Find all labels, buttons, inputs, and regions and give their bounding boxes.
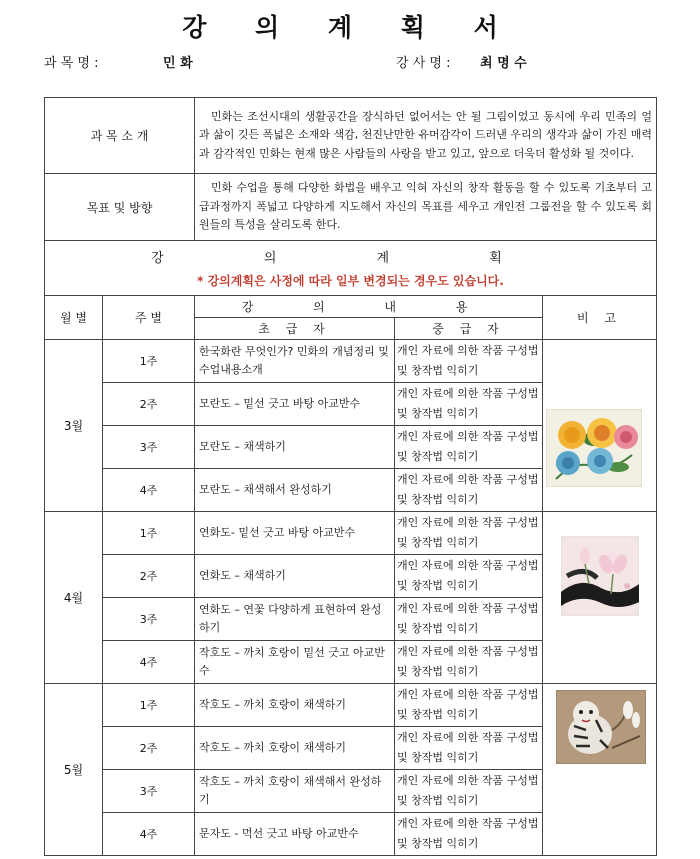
week-cell: 3주 xyxy=(103,770,195,813)
header-intermediate: 중 급 자 xyxy=(395,318,543,340)
instructor-label: 강 사 명 : xyxy=(396,56,451,71)
beginner-content-cell: 작호도 – 까치 호랑이 채색하기 xyxy=(195,684,395,727)
header-month: 월 별 xyxy=(45,296,103,340)
intermediate-content-cell: 개인 자료에 의한 작품 구성법 및 창작법 익히기 xyxy=(395,340,543,383)
notice-text: * 강의계획은 사정에 따라 일부 변경되는 경우도 있습니다. xyxy=(197,274,504,288)
course-label: 과 목 명 : xyxy=(44,56,99,71)
beginner-content-cell: 모란도 – 채색해서 완성하기 xyxy=(195,469,395,512)
week-cell: 3주 xyxy=(103,426,195,469)
course-name: 민 화 xyxy=(163,56,193,71)
instructor-name: 최 명 수 xyxy=(480,56,527,71)
week-cell: 1주 xyxy=(103,512,195,555)
header-remarks: 비 고 xyxy=(543,296,657,340)
goal-text: 민화 수업을 통해 다양한 화법을 배우고 익혀 자신의 창작 활동을 할 수 있도록 기초부터 고급과정까지 폭넓고 다양하게 지도해서 자신의 목표를 세우고 개인전 그룹전을 할 수 있도록 회원들의 특성을 살리도록 한다. xyxy=(195,174,657,241)
week-cell: 2주 xyxy=(103,727,195,770)
document-title: 강 의 계 획 서 xyxy=(182,13,518,42)
beginner-content-cell: 모란도 – 채색하기 xyxy=(195,426,395,469)
beginner-content-cell: 연화도 – 연꽃 다양하게 표현하여 완성하기 xyxy=(195,598,395,641)
intermediate-content-cell: 개인 자료에 의한 작품 구성법 및 창작법 익히기 xyxy=(395,555,543,598)
intermediate-content-cell: 개인 자료에 의한 작품 구성법 및 창작법 익히기 xyxy=(395,598,543,641)
header-content: 강 의 내 용 xyxy=(195,296,543,318)
header-week: 주 별 xyxy=(103,296,195,340)
intermediate-content-cell: 개인 자료에 의한 작품 구성법 및 창작법 익히기 xyxy=(395,684,543,727)
intermediate-content-cell: 개인 자료에 의한 작품 구성법 및 창작법 익히기 xyxy=(395,383,543,426)
month-cell: 3월 xyxy=(45,340,103,512)
beginner-content-cell: 한국화란 무엇인가? 민화의 개념정리 및 수업내용소개 xyxy=(195,340,395,383)
intermediate-content-cell: 개인 자료에 의한 작품 구성법 및 창작법 익히기 xyxy=(395,813,543,856)
schedule-row xyxy=(45,340,657,383)
beginner-content-cell: 모란도 – 밑선 긋고 바탕 아교반수 xyxy=(195,383,395,426)
header-beginner: 초 급 자 xyxy=(195,318,395,340)
goal-label: 목표 및 방향 xyxy=(45,174,195,241)
peony-painting-icon xyxy=(546,409,642,491)
beginner-content-cell: 작호도 – 까치 호랑이 밑선 긋고 아교반수 xyxy=(195,641,395,684)
month-cell: 5월 xyxy=(45,684,103,856)
tiger-magpie-painting-icon xyxy=(556,690,646,768)
plan-header-cell xyxy=(45,241,657,296)
week-cell: 4주 xyxy=(103,469,195,512)
intermediate-content-cell: 개인 자료에 의한 작품 구성법 및 창작법 익히기 xyxy=(395,727,543,770)
month-cell: 4월 xyxy=(45,512,103,684)
plan-title: 강 의 계 획 xyxy=(151,251,550,266)
week-cell: 2주 xyxy=(103,383,195,426)
intermediate-content-cell: 개인 자료에 의한 작품 구성법 및 창작법 익히기 xyxy=(395,641,543,684)
intermediate-content-cell: 개인 자료에 의한 작품 구성법 및 창작법 익히기 xyxy=(395,469,543,512)
intro-text: 민화는 조선시대의 생활공간을 장식하던 없어서는 안 될 그림이었고 동시에 우리 민족의 얼과 삶이 깃든 폭넓은 소재와 색감, 천진난만한 유머감각이 드러낸 우리의 생각과 삶이 가진 매력과 감각적인 민화는 현재 많은 사람들의 사랑을 받고 있고, 앞으로 더욱더 활성화 될 것이다. xyxy=(195,98,657,174)
week-cell: 2주 xyxy=(103,555,195,598)
week-cell: 4주 xyxy=(103,641,195,684)
beginner-content-cell: 문자도 - 먹선 긋고 바탕 아교반수 xyxy=(195,813,395,856)
week-cell: 3주 xyxy=(103,598,195,641)
week-cell: 1주 xyxy=(103,340,195,383)
intro-label: 과 목 소 개 xyxy=(45,98,195,174)
beginner-content-cell: 연화도- 밑선 긋고 바탕 아교반수 xyxy=(195,512,395,555)
beginner-content-cell: 연화도 – 채색하기 xyxy=(195,555,395,598)
week-cell: 1주 xyxy=(103,684,195,727)
beginner-content-cell: 작호도 – 까치 호랑이 채색하기 xyxy=(195,727,395,770)
intermediate-content-cell: 개인 자료에 의한 작품 구성법 및 창작법 익히기 xyxy=(395,770,543,813)
lotus-painting-icon xyxy=(561,536,639,620)
intermediate-content-cell: 개인 자료에 의한 작품 구성법 및 창작법 익히기 xyxy=(395,426,543,469)
week-cell: 4주 xyxy=(103,813,195,856)
intermediate-content-cell: 개인 자료에 의한 작품 구성법 및 창작법 익히기 xyxy=(395,512,543,555)
beginner-content-cell: 작호도 – 까치 호랑이 채색해서 완성하기 xyxy=(195,770,395,813)
